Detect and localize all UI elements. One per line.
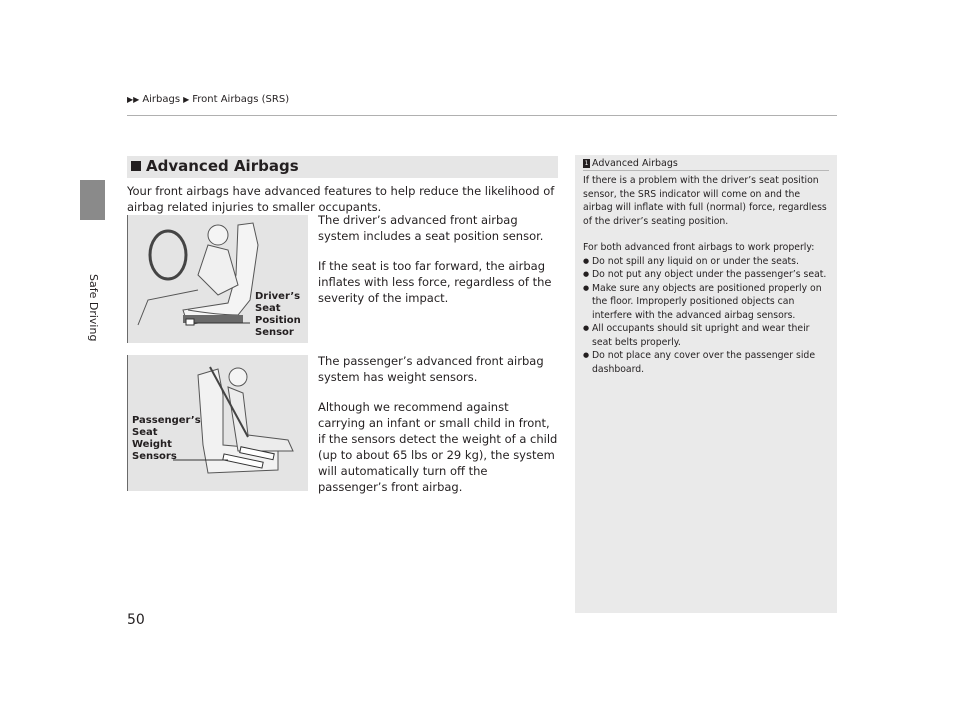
- section-title-text: Advanced Airbags: [146, 157, 299, 175]
- list-item: ● Do not place any cover over the passenger side dashboard.: [583, 349, 831, 376]
- driver-paragraph-2: If the seat is too far forward, the airbag inflates with less force, regardless of the severity of the impact.: [318, 259, 552, 305]
- section-title: [131, 157, 299, 175]
- passenger-text: [318, 353, 558, 495]
- sidebar-paragraph-1: If there is a problem with the driver’s seat position sensor, the SRS indicator will come on and the airbag will inflate with full (normal) force, regardless of the driver’s seating position.: [583, 175, 827, 227]
- passenger-seat-illustration: [127, 355, 308, 491]
- passenger-paragraph-1: The passenger’s advanced front airbag system has weight sensors.: [318, 354, 544, 384]
- passenger-sensor-callout: Passenger’s Seat Weight Sensors: [132, 415, 201, 462]
- driver-paragraph-1: The driver’s advanced front airbag system includes a seat position sensor.: [318, 213, 544, 243]
- chevron-right-icon: ▶▶: [127, 95, 140, 104]
- sidebar-divider: [583, 170, 829, 171]
- driver-text: [318, 212, 558, 306]
- page-number: 50: [127, 612, 145, 628]
- breadcrumb-item[interactable]: Airbags: [142, 94, 181, 105]
- sidebar-body: [583, 174, 831, 376]
- list-item: ● Make sure any objects are positioned properly on the floor. Improperly positioned objects can interfere with the advanced airbag sensors.: [583, 282, 831, 323]
- sidebar-heading-text: Advanced Airbags: [592, 158, 678, 169]
- breadcrumb-item[interactable]: Front Airbags (SRS): [192, 94, 290, 105]
- sidebar-bullet-list: [583, 255, 831, 377]
- sidebar-paragraph-2: For both advanced front airbags to work properly:: [583, 242, 815, 253]
- driver-seat-illustration: [127, 215, 308, 343]
- chapter-label: Safe Driving: [87, 274, 100, 342]
- chapter-tab: [80, 180, 105, 220]
- driver-sensor-callout: Driver’s Seat Position Sensor: [255, 291, 301, 338]
- intro-paragraph: Your front airbags have advanced features to help reduce the likelihood of airbag related injuries to smaller occupants.: [127, 184, 555, 214]
- list-item: ● All occupants should sit upright and wear their seat belts properly.: [583, 322, 831, 349]
- passenger-paragraph-2: Although we recommend against carrying an infant or small child in front, if the sensors detect the weight of a child (up to about 65 lbs or 29 kg), the system will automatically turn off the passenger’s front airbag.: [318, 400, 558, 494]
- breadcrumb: [127, 94, 289, 105]
- list-item: ● Do not put any object under the passenger’s seat.: [583, 268, 831, 282]
- chevron-right-icon: ▶: [183, 95, 190, 104]
- list-item: ● Do not spill any liquid on or under the seats.: [583, 255, 831, 269]
- reference-number-icon: 1: [584, 160, 589, 167]
- sidebar-heading: [583, 158, 678, 169]
- square-bullet-icon: [131, 161, 141, 171]
- header-divider: [127, 115, 837, 116]
